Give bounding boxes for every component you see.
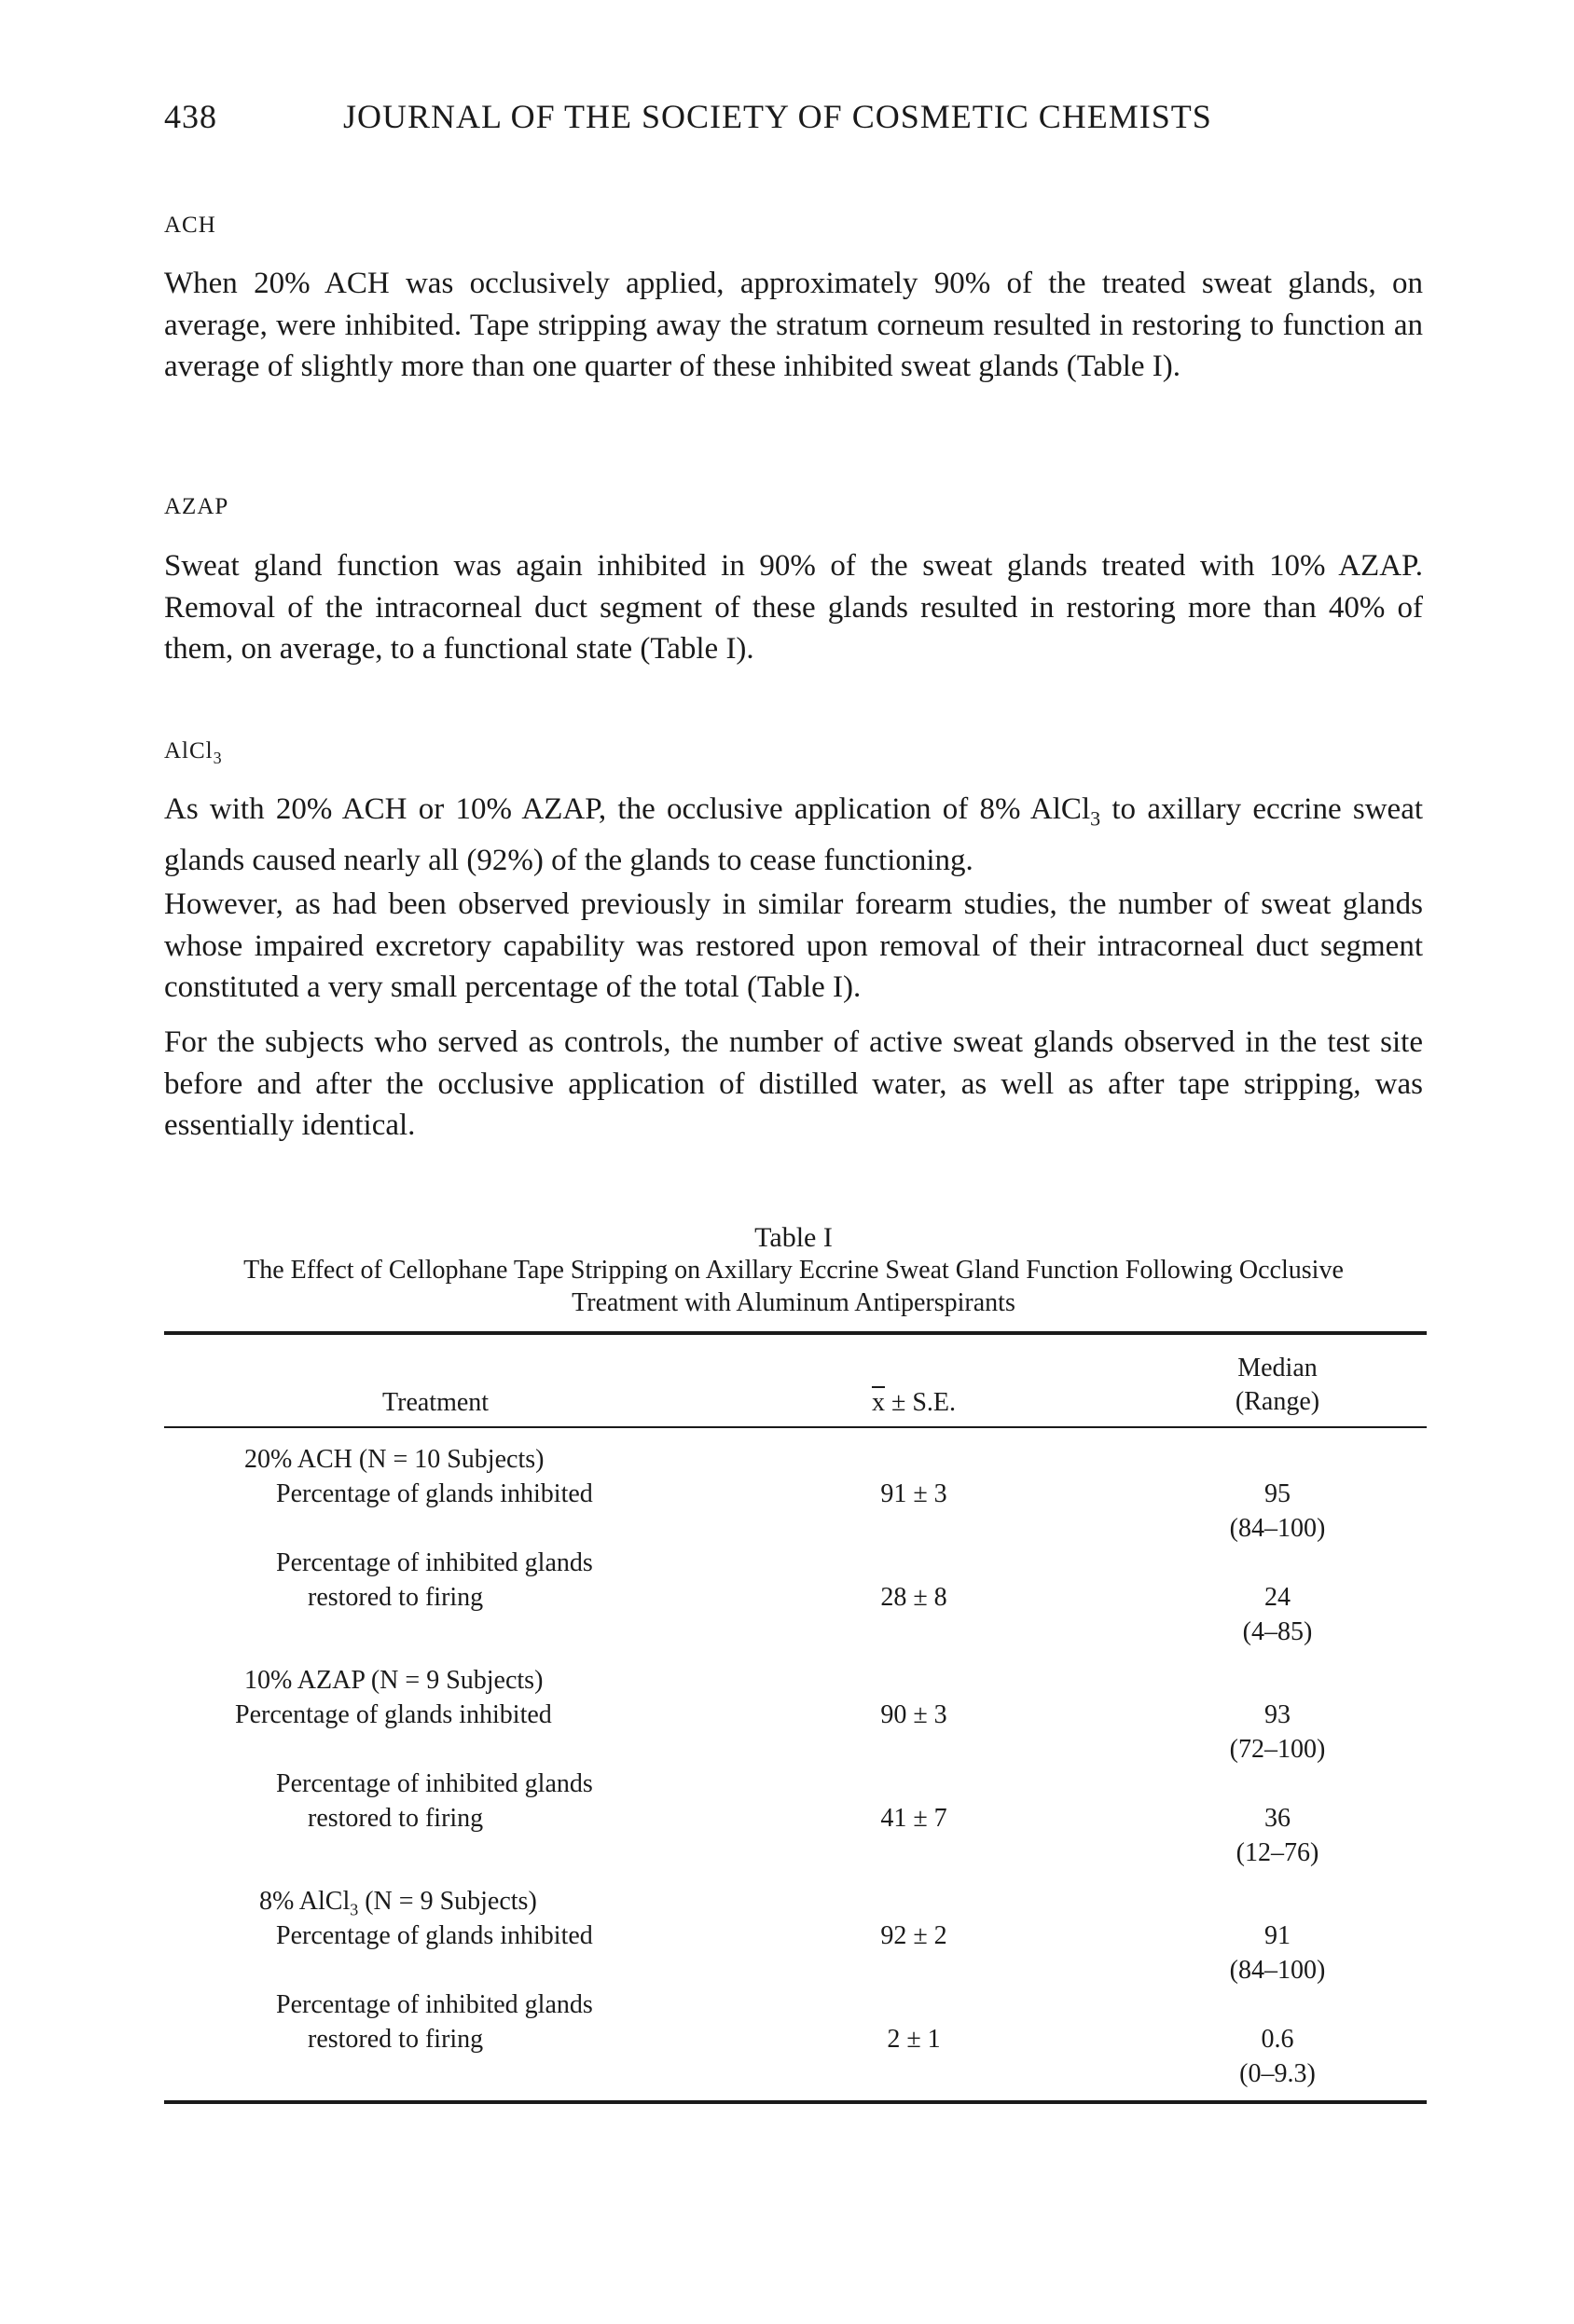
table-header-rule — [164, 1426, 1427, 1428]
table-header-treatment: Treatment — [382, 1388, 490, 1417]
table-cell-range: (4–85) — [1242, 1617, 1313, 1646]
journal-title: JOURNAL OF THE SOCIETY OF COSMETIC CHEMISTS — [343, 98, 1212, 135]
page-number: 438 — [164, 98, 217, 135]
table-cell-median: 36 — [1264, 1804, 1291, 1833]
table-row-label: Percentage of inhibited glands — [276, 1769, 593, 1798]
table-row-label: Percentage of glands inhibited — [235, 1700, 552, 1729]
table-cell-median: 0.6 — [1261, 2025, 1294, 2054]
table-header-mean: $\overline{x} \pm S.E$. — [871, 1388, 957, 1417]
table-cell-median: 95 — [1264, 1479, 1291, 1508]
table-cell-range: (72–100) — [1229, 1735, 1326, 1764]
table-title-line-1: The Effect of Cellophane Tape Stripping on Axillary Eccrine Sweat Gland Function Following Occlusive — [243, 1256, 1344, 1285]
table-cell-range: (12–76) — [1236, 1838, 1319, 1867]
section-heading-ach: ACH — [164, 213, 216, 238]
table-cell-mean: 91 ± 3 — [880, 1479, 947, 1508]
table-title-line-2: Treatment with Aluminum Antiperspirants — [572, 1288, 1015, 1317]
running-head — [164, 97, 1451, 136]
table-cell-mean: 28 ± 8 — [880, 1583, 947, 1612]
table-row-label: Percentage of inhibited glands — [276, 1990, 593, 2019]
table-group-label: 8% AlCl$_3$ (N = 9 Subjects) — [259, 1887, 537, 1919]
table-row-label-cont: restored to firing — [308, 1583, 484, 1612]
paragraph-controls: For the subjects who served as controls, the number of active sweat glands observed in the test site before and after the occlusive application of distilled water, as well as after tape stripping, was essentially identical. — [164, 1025, 1423, 1142]
table-number: Table I — [754, 1222, 833, 1253]
table-cell-median: 91 — [1264, 1921, 1291, 1950]
table-row-label: Percentage of glands inhibited — [276, 1479, 593, 1508]
paragraph-alcl3-2: However, as had been observed previously in similar forearm studies, the number of sweat glands whose impaired excretory capability was restored upon removal of their intracorneal duct segment constituted a very small percentage of the total (Table I). — [164, 887, 1423, 1004]
table-cell-mean: 2 ± 1 — [887, 2025, 941, 2054]
table-cell-range: (84–100) — [1229, 1956, 1326, 1985]
table-cell-mean: 41 ± 7 — [880, 1804, 947, 1833]
section-heading-alcl3: AlCl$_3$ — [164, 738, 223, 767]
table-group-label: 10% AZAP (N = 9 Subjects) — [244, 1666, 544, 1695]
paragraph-azap: Sweat gland function was again inhibited in 90% of the sweat glands treated with 10% AZAP. Removal of the intracorneal duct segment of these glands resulted in restoring more than 40% of them, on average, to a functional state (Table I). — [164, 549, 1423, 666]
table-row-label-cont: restored to firing — [308, 1804, 484, 1833]
table-top-rule — [164, 1331, 1427, 1335]
table-row-label: Percentage of inhibited glands — [276, 1548, 593, 1577]
table-group-label: 20% ACH (N = 10 Subjects) — [244, 1445, 545, 1474]
table-row-label-cont: restored to firing — [308, 2025, 484, 2054]
table-row-label: Percentage of glands inhibited — [276, 1921, 593, 1950]
table-cell-range: (0–9.3) — [1239, 2059, 1316, 2088]
table-cell-median: 24 — [1264, 1583, 1291, 1612]
table-header-median: Median (Range) — [1235, 1354, 1320, 1416]
table-caption — [164, 1221, 1423, 1319]
table-bottom-rule — [164, 2100, 1427, 2104]
table-cell-median: 93 — [1264, 1700, 1291, 1729]
section-heading-azap: AZAP — [164, 494, 229, 519]
table-cell-mean: 92 ± 2 — [880, 1921, 947, 1950]
table-cell-mean: 90 ± 3 — [880, 1700, 947, 1729]
table-cell-range: (84–100) — [1229, 1514, 1326, 1543]
paragraph-ach: When 20% ACH was occlusively applied, approximately 90% of the treated sweat glands, on average, were inhibited. Tape stripping away the stratum corneum resulted in restoring to function an average of slightly more than one quarter of these inhibited sweat glands (Table I). — [164, 267, 1423, 383]
paragraph-alcl3-1: As with 20% ACH or 10% AZAP, the occlusive application of 8% AlCl$_3$ to axillary eccrine sweat glands caused nearly all (92%) of the glands to cease functioning. — [164, 792, 1424, 878]
